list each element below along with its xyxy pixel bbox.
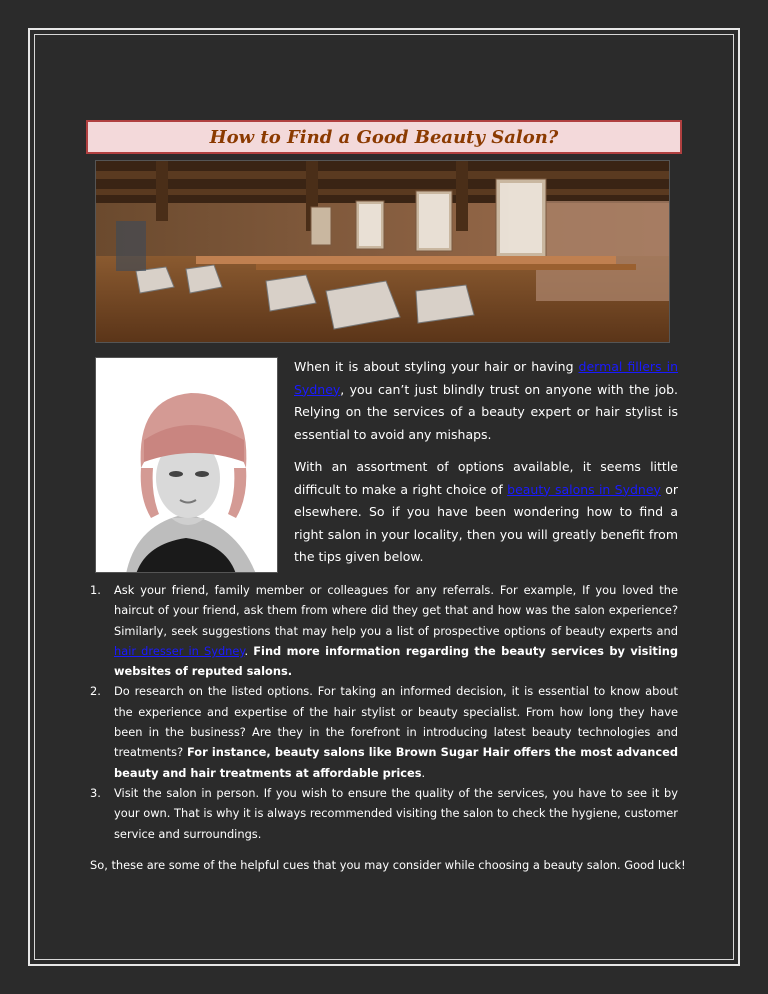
tip-number: 1. xyxy=(90,583,101,597)
intro-paragraph-1 xyxy=(294,356,678,446)
hair-dresser-link[interactable]: hair dresser in Sydney xyxy=(114,643,245,658)
intro-text xyxy=(294,356,678,579)
intro-p1-text-end: , you can’t just blindly trust on anyone with the job. Relying on the services of a beauty expert or hair stylist is essential to avoid any mishaps. xyxy=(294,381,678,442)
tip-text: Visit the salon in person. If you wish to ensure the quality of the services, you have to see it by your own. That is why it is always recommended visiting the salon to check the hygiene, customer service and surroundings. xyxy=(114,785,678,841)
salon-interior-illustration xyxy=(96,161,670,343)
title-banner xyxy=(86,120,682,154)
intro-p1-text: When it is about styling your hair or having xyxy=(294,359,579,374)
tip-text: Ask your friend, family member or colleagues for any referrals. For example, If you loved the haircut of your friend, ask them from where did they get that and how was the salon experience? Similarly, seek suggestions that may help you a list of prospective options of beauty experts and xyxy=(114,583,678,638)
tip-text-end: . xyxy=(421,765,426,780)
tip-text-sep: . xyxy=(244,643,254,658)
tip-item-1 xyxy=(90,580,678,681)
dermal-fillers-link[interactable]: dermal fillers in Sydney xyxy=(294,359,679,397)
intro-p2-text: With an assortment of options available, it seems little difficult to make a right choice of xyxy=(294,459,678,497)
tip-bold-text: For instance, beauty salons like Brown Sugar Hair offers the most advanced beauty and hair treatments at affordable prices xyxy=(114,745,678,780)
page-title: How to Find a Good Beauty Salon? xyxy=(209,126,559,148)
tip-number: 2. xyxy=(90,684,101,699)
salon-interior-photo xyxy=(95,160,670,343)
model-portrait-illustration xyxy=(96,358,278,573)
intro-p2-text-end: or elsewhere. So if you have been wondering how to find a right salon in your locality, then you will greatly benefit from the tips given below. xyxy=(294,481,679,564)
tip-item-2 xyxy=(90,681,678,782)
intro-paragraph-2 xyxy=(294,456,678,569)
tip-item-3 xyxy=(90,783,678,844)
model-portrait-photo xyxy=(95,357,278,573)
closing-paragraph: So, these are some of the helpful cues that you may consider while choosing a beauty salon. Good luck! xyxy=(90,858,686,872)
tips-list xyxy=(90,580,678,844)
tip-number: 3. xyxy=(90,785,101,800)
tip-bold-text: Find more information regarding the beauty services by visiting websites of reputed salons. xyxy=(114,643,678,679)
tip-text: Do research on the listed options. For taking an informed decision, it is essential to know about the experience and expertise of the hair stylist or beauty specialist. From how long they have been in the business? Are they in the forefront in introducing latest beauty technologies and treatments? xyxy=(114,684,678,760)
beauty-salons-link[interactable]: beauty salons in Sydney xyxy=(507,481,661,497)
